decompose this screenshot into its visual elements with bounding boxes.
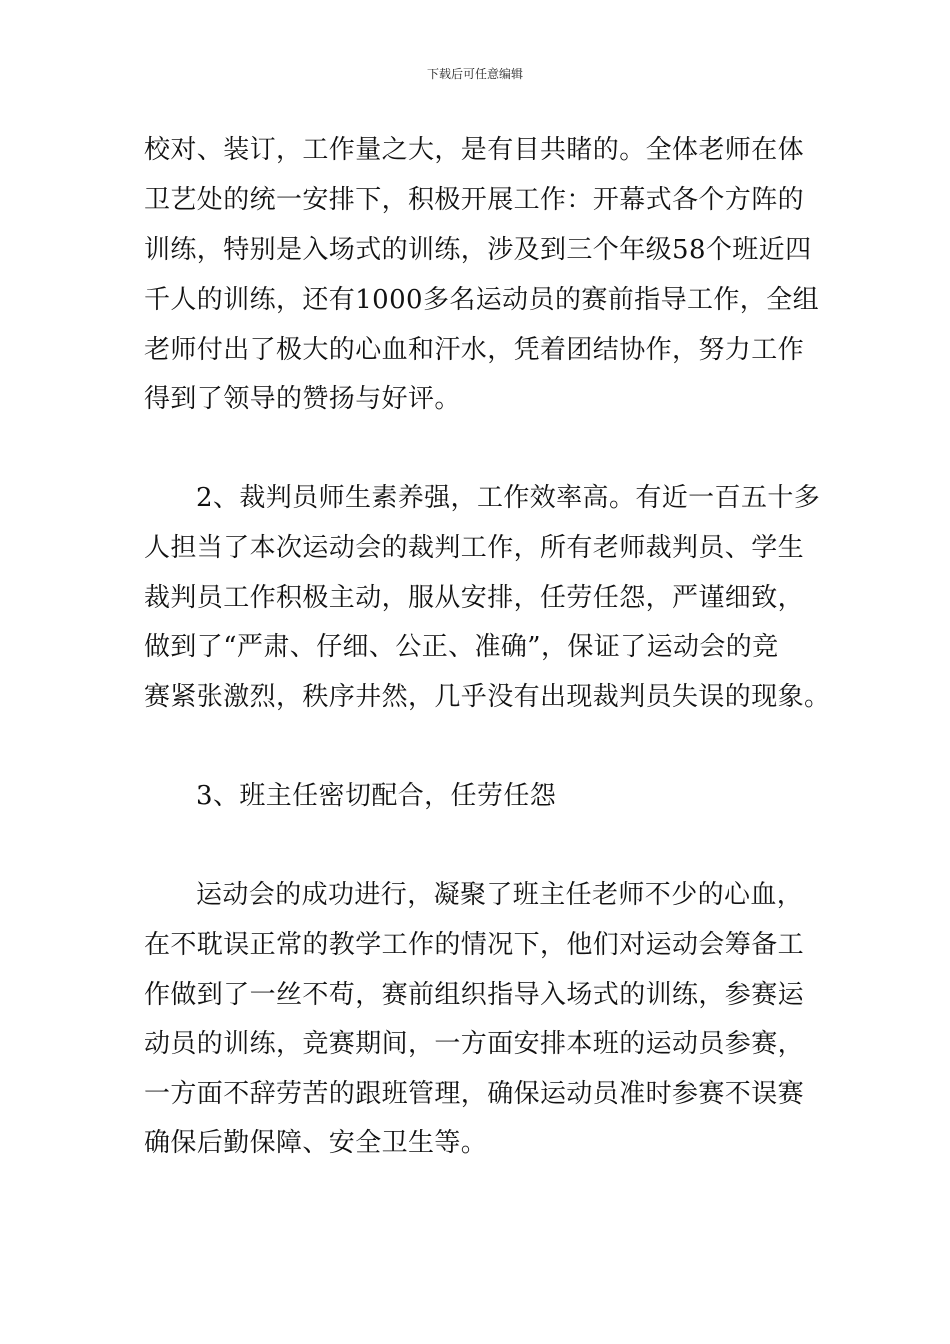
paragraph-line: 确保后勤保障、安全卫生等。	[144, 1128, 488, 1158]
paragraph-line: 裁判员工作积极主动，服从安排，任劳任怨，严谨细致，	[144, 583, 805, 613]
paragraph-line: 运动会的成功进行，凝聚了班主任老师不少的心血，	[196, 880, 804, 910]
paragraph-line: 老师付出了极大的心血和汗水，凭着团结协作，努力工作	[144, 335, 805, 365]
paragraph-line: 卫艺处的统一安排下，积极开展工作：开幕式各个方阵的	[144, 185, 805, 215]
paragraph-line: 2、裁判员师生素养强，工作效率高。有近一百五十多	[196, 483, 821, 513]
paragraph-line: 校对、装订，工作量之大，是有目共睹的。全体老师在体	[144, 135, 805, 165]
paragraph-line: 一方面不辞劳苦的跟班管理，确保运动员准时参赛不误赛	[144, 1079, 805, 1109]
paragraph-line: 人担当了本次运动会的裁判工作，所有老师裁判员、学生	[144, 533, 805, 563]
paragraph-line: 赛紧张激烈，秩序井然，几乎没有出现裁判员失误的现象。	[144, 682, 831, 712]
paragraph-line: 动员的训练，竞赛期间，一方面安排本班的运动员参赛，	[144, 1029, 805, 1059]
section-heading-line: 3、班主任密切配合，任劳任怨	[196, 781, 557, 811]
paragraph-line: 作做到了一丝不苟，赛前组织指导入场式的训练，参赛运	[144, 980, 805, 1010]
paragraph-line: 做到了“严肃、仔细、公正、准确”，保证了运动会的竞	[144, 632, 779, 662]
paragraph-line: 训练，特别是入场式的训练，涉及到三个年级58个班近四	[144, 235, 812, 265]
paragraph-line: 得到了领导的赞扬与好评。	[144, 384, 461, 414]
paragraph-line: 千人的训练，还有1000多名运动员的赛前指导工作，全组	[144, 285, 819, 315]
page-header: 下载后可任意编辑	[426, 67, 523, 81]
paragraph-line: 在不耽误正常的教学工作的情况下，他们对运动会筹备工	[144, 930, 805, 960]
